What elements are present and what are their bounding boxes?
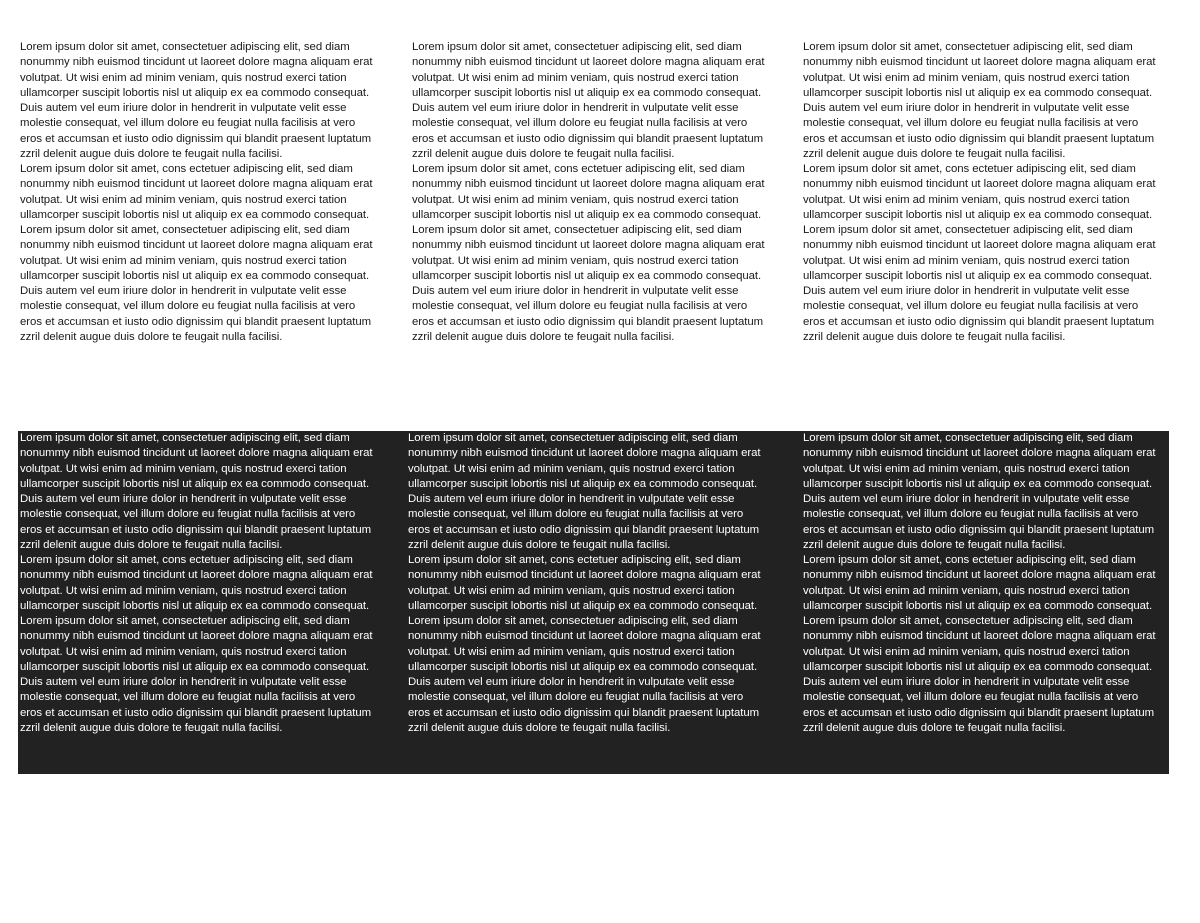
light-column-3 xyxy=(803,40,1158,345)
paragraph: Lorem ipsum dolor sit amet, cons ectetuer adipiscing elit, sed diam nonummy nibh euismod tincidunt ut laoreet dolore magna aliquam erat volutpat. Ut wisi enim ad minim veniam, quis nostrud exerci tation ullamcorper suscipit lobortis nisl ut aliquip ex ea commodo consequat. xyxy=(412,163,765,221)
light-column-2 xyxy=(412,40,767,345)
paragraph: Lorem ipsum dolor sit amet, cons ectetuer adipiscing elit, sed diam nonummy nibh euismod tincidunt ut laoreet dolore magna aliquam erat volutpat. Ut wisi enim ad minim veniam, quis nostrud exerci tation ullamcorper suscipit lobortis nisl ut aliquip ex ea commodo consequat. xyxy=(803,163,1156,221)
dark-text-section xyxy=(0,431,1200,774)
dark-column-2 xyxy=(408,431,763,774)
dark-column-3 xyxy=(803,431,1158,774)
paragraph: Lorem ipsum dolor sit amet, consectetuer adipiscing elit, sed diam nonummy nibh euismod tincidunt ut laoreet dolore magna aliquam erat volutpat. Ut wisi enim ad minim veniam, quis nostrud exerci tation ullamcorper suscipit lobortis nisl ut aliquip ex ea commodo consequat. Duis autem vel eum iriure dolor in hendrerit in vulputate velit esse molestie consequat, vel illum dolore eu feugiat nulla facilisis at vero eros et accumsan et iusto odio dignissim qui blandit praesent luptatum zzril delenit augue duis dolore te feugait nulla facilisi. xyxy=(20,615,373,734)
paragraph: Lorem ipsum dolor sit amet, consectetuer adipiscing elit, sed diam nonummy nibh euismod tincidunt ut laoreet dolore magna aliquam erat volutpat. Ut wisi enim ad minim veniam, quis nostrud exerci tation ullamcorper suscipit lobortis nisl ut aliquip ex ea commodo consequat. Duis autem vel eum iriure dolor in hendrerit in vulputate velit esse molestie consequat, vel illum dolore eu feugiat nulla facilisis at vero eros et accumsan et iusto odio dignissim qui blandit praesent luptatum zzril delenit augue duis dolore te feugait nulla facilisi. xyxy=(408,615,761,734)
paragraph: Lorem ipsum dolor sit amet, consectetuer adipiscing elit, sed diam nonummy nibh euismod tincidunt ut laoreet dolore magna aliquam erat volutpat. Ut wisi enim ad minim veniam, quis nostrud exerci tation ullamcorper suscipit lobortis nisl ut aliquip ex ea commodo consequat. Duis autem vel eum iriure dolor in hendrerit in vulputate velit esse molestie consequat, vel illum dolore eu feugiat nulla facilisis at vero eros et accumsan et iusto odio dignissim qui blandit praesent luptatum zzril delenit augue duis dolore te feugait nulla facilisi. xyxy=(803,41,1156,160)
dark-column-1 xyxy=(20,431,375,774)
paragraph: Lorem ipsum dolor sit amet, consectetuer adipiscing elit, sed diam nonummy nibh euismod tincidunt ut laoreet dolore magna aliquam erat volutpat. Ut wisi enim ad minim veniam, quis nostrud exerci tation ullamcorper suscipit lobortis nisl ut aliquip ex ea commodo consequat. Duis autem vel eum iriure dolor in hendrerit in vulputate velit esse molestie consequat, vel illum dolore eu feugiat nulla facilisis at vero eros et accumsan et iusto odio dignissim qui blandit praesent luptatum zzril delenit augue duis dolore te feugait nulla facilisi. xyxy=(412,224,765,343)
light-column-1 xyxy=(20,40,375,345)
paragraph: Lorem ipsum dolor sit amet, consectetuer adipiscing elit, sed diam nonummy nibh euismod tincidunt ut laoreet dolore magna aliquam erat volutpat. Ut wisi enim ad minim veniam, quis nostrud exerci tation ullamcorper suscipit lobortis nisl ut aliquip ex ea commodo consequat. Duis autem vel eum iriure dolor in hendrerit in vulputate velit esse molestie consequat, vel illum dolore eu feugiat nulla facilisis at vero eros et accumsan et iusto odio dignissim qui blandit praesent luptatum zzril delenit augue duis dolore te feugait nulla facilisi. xyxy=(20,224,373,343)
paragraph: Lorem ipsum dolor sit amet, cons ectetuer adipiscing elit, sed diam nonummy nibh euismod tincidunt ut laoreet dolore magna aliquam erat volutpat. Ut wisi enim ad minim veniam, quis nostrud exerci tation ullamcorper suscipit lobortis nisl ut aliquip ex ea commodo consequat. xyxy=(803,554,1156,612)
paragraph: Lorem ipsum dolor sit amet, consectetuer adipiscing elit, sed diam nonummy nibh euismod tincidunt ut laoreet dolore magna aliquam erat volutpat. Ut wisi enim ad minim veniam, quis nostrud exerci tation ullamcorper suscipit lobortis nisl ut aliquip ex ea commodo consequat. Duis autem vel eum iriure dolor in hendrerit in vulputate velit esse molestie consequat, vel illum dolore eu feugiat nulla facilisis at vero eros et accumsan et iusto odio dignissim qui blandit praesent luptatum zzril delenit augue duis dolore te feugait nulla facilisi. xyxy=(408,432,761,551)
paragraph: Lorem ipsum dolor sit amet, consectetuer adipiscing elit, sed diam nonummy nibh euismod tincidunt ut laoreet dolore magna aliquam erat volutpat. Ut wisi enim ad minim veniam, quis nostrud exerci tation ullamcorper suscipit lobortis nisl ut aliquip ex ea commodo consequat. Duis autem vel eum iriure dolor in hendrerit in vulputate velit esse molestie consequat, vel illum dolore eu feugiat nulla facilisis at vero eros et accumsan et iusto odio dignissim qui blandit praesent luptatum zzril delenit augue duis dolore te feugait nulla facilisi. xyxy=(803,615,1156,734)
paragraph: Lorem ipsum dolor sit amet, consectetuer adipiscing elit, sed diam nonummy nibh euismod tincidunt ut laoreet dolore magna aliquam erat volutpat. Ut wisi enim ad minim veniam, quis nostrud exerci tation ullamcorper suscipit lobortis nisl ut aliquip ex ea commodo consequat. Duis autem vel eum iriure dolor in hendrerit in vulputate velit esse molestie consequat, vel illum dolore eu feugiat nulla facilisis at vero eros et accumsan et iusto odio dignissim qui blandit praesent luptatum zzril delenit augue duis dolore te feugait nulla facilisi. xyxy=(412,41,765,160)
paragraph: Lorem ipsum dolor sit amet, consectetuer adipiscing elit, sed diam nonummy nibh euismod tincidunt ut laoreet dolore magna aliquam erat volutpat. Ut wisi enim ad minim veniam, quis nostrud exerci tation ullamcorper suscipit lobortis nisl ut aliquip ex ea commodo consequat. Duis autem vel eum iriure dolor in hendrerit in vulputate velit esse molestie consequat, vel illum dolore eu feugiat nulla facilisis at vero eros et accumsan et iusto odio dignissim qui blandit praesent luptatum zzril delenit augue duis dolore te feugait nulla facilisi. xyxy=(20,432,373,551)
paragraph: Lorem ipsum dolor sit amet, consectetuer adipiscing elit, sed diam nonummy nibh euismod tincidunt ut laoreet dolore magna aliquam erat volutpat. Ut wisi enim ad minim veniam, quis nostrud exerci tation ullamcorper suscipit lobortis nisl ut aliquip ex ea commodo consequat. Duis autem vel eum iriure dolor in hendrerit in vulputate velit esse molestie consequat, vel illum dolore eu feugiat nulla facilisis at vero eros et accumsan et iusto odio dignissim qui blandit praesent luptatum zzril delenit augue duis dolore te feugait nulla facilisi. xyxy=(803,432,1156,551)
paragraph: Lorem ipsum dolor sit amet, cons ectetuer adipiscing elit, sed diam nonummy nibh euismod tincidunt ut laoreet dolore magna aliquam erat volutpat. Ut wisi enim ad minim veniam, quis nostrud exerci tation ullamcorper suscipit lobortis nisl ut aliquip ex ea commodo consequat. xyxy=(408,554,761,612)
paragraph: Lorem ipsum dolor sit amet, consectetuer adipiscing elit, sed diam nonummy nibh euismod tincidunt ut laoreet dolore magna aliquam erat volutpat. Ut wisi enim ad minim veniam, quis nostrud exerci tation ullamcorper suscipit lobortis nisl ut aliquip ex ea commodo consequat. Duis autem vel eum iriure dolor in hendrerit in vulputate velit esse molestie consequat, vel illum dolore eu feugiat nulla facilisis at vero eros et accumsan et iusto odio dignissim qui blandit praesent luptatum zzril delenit augue duis dolore te feugait nulla facilisi. xyxy=(803,224,1156,343)
light-text-section xyxy=(0,40,1200,390)
paragraph: Lorem ipsum dolor sit amet, cons ectetuer adipiscing elit, sed diam nonummy nibh euismod tincidunt ut laoreet dolore magna aliquam erat volutpat. Ut wisi enim ad minim veniam, quis nostrud exerci tation ullamcorper suscipit lobortis nisl ut aliquip ex ea commodo consequat. xyxy=(20,554,373,612)
paragraph: Lorem ipsum dolor sit amet, consectetuer adipiscing elit, sed diam nonummy nibh euismod tincidunt ut laoreet dolore magna aliquam erat volutpat. Ut wisi enim ad minim veniam, quis nostrud exerci tation ullamcorper suscipit lobortis nisl ut aliquip ex ea commodo consequat. Duis autem vel eum iriure dolor in hendrerit in vulputate velit esse molestie consequat, vel illum dolore eu feugiat nulla facilisis at vero eros et accumsan et iusto odio dignissim qui blandit praesent luptatum zzril delenit augue duis dolore te feugait nulla facilisi. xyxy=(20,41,373,160)
paragraph: Lorem ipsum dolor sit amet, cons ectetuer adipiscing elit, sed diam nonummy nibh euismod tincidunt ut laoreet dolore magna aliquam erat volutpat. Ut wisi enim ad minim veniam, quis nostrud exerci tation ullamcorper suscipit lobortis nisl ut aliquip ex ea commodo consequat. xyxy=(20,163,373,221)
